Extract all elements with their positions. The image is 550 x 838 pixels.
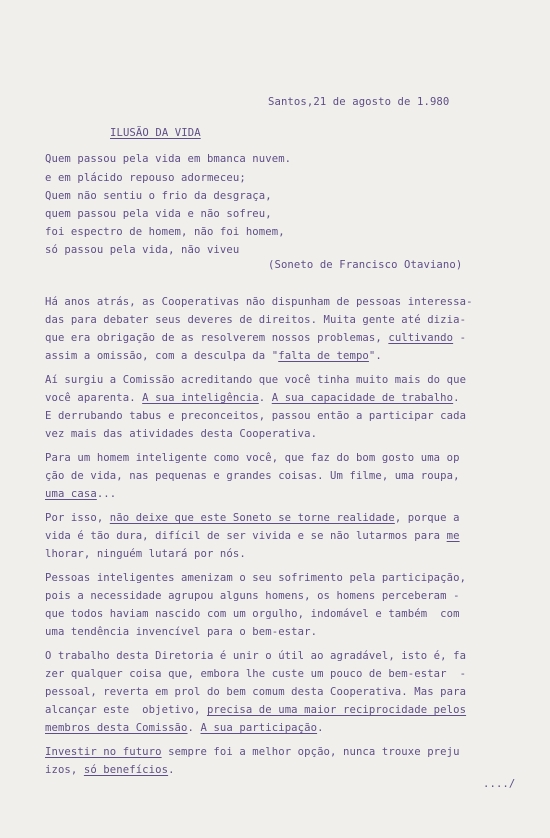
paragraph-line: pessoal, reverta em prol do bem comum desta Cooperativa. Mas para (45, 686, 467, 698)
place-date: Santos,21 de agosto de 1.980 (268, 96, 450, 108)
text: . (258, 392, 272, 404)
text: Por isso, (45, 512, 110, 524)
underlined-text: uma casa (45, 488, 97, 500)
paragraph-line (45, 391, 460, 405)
text: . (453, 392, 460, 404)
paragraph-line: zer qualquer coisa que, embora lhe custe um pouco de bem-estar - (45, 668, 467, 680)
text: izos, (45, 764, 84, 776)
text: . (317, 722, 324, 734)
text: ". (368, 350, 382, 362)
poem-line: só passou pela vida, não viveu (45, 244, 240, 256)
paragraph-line: que todos haviam nascido com um orgulho, indomável e também com (45, 608, 460, 620)
text: ... (96, 488, 117, 500)
underlined-text: falta de tempo (278, 350, 369, 362)
letter-title: ILUSÃO DA VIDA (110, 127, 201, 139)
poem-line: quem passou pela vida e não sofreu, (45, 208, 272, 220)
paragraph-line: ção de vida, nas pequenas e grandes coisas. Um filme, uma roupa, (45, 470, 460, 482)
poem-line: foi espectro de homem, não foi homem, (45, 226, 285, 238)
paragraph-line (45, 487, 116, 501)
paragraph-line (45, 721, 324, 735)
text: , porque a (394, 512, 460, 524)
underlined-text: A sua capacidade de trabalho (271, 392, 454, 404)
text: . (187, 722, 201, 734)
underlined-text: Investir no futuro (45, 746, 162, 758)
underlined-text: cultivando (388, 332, 454, 344)
underlined-text: me (446, 530, 460, 542)
text: . (168, 764, 175, 776)
paragraph-line: Há anos atrás, as Cooperativas não dispunham de pessoas interessa- (45, 296, 473, 308)
paragraph-line: lhorar, ninguém lutará por nós. (45, 548, 246, 560)
underlined-text: membros desta Comissão (45, 722, 188, 734)
paragraph-line: uma tendência invencível para o bem-estar. (45, 626, 318, 638)
poem-line: Quem passou pela vida em bmanca nuvem. (45, 153, 292, 165)
paragraph-line: Para um homem inteligente como você, que faz do bom gosto uma op (45, 452, 460, 464)
text: sempre foi a melhor opção, nunca trouxe preju (161, 746, 460, 758)
continuation-mark: ..../ (483, 778, 516, 790)
underlined-text: só benefícios (83, 764, 169, 776)
poem-line: Quem não sentiu o frio da desgraça, (45, 190, 272, 202)
text: alcançar este objetivo, (45, 704, 207, 716)
paragraph-line: O trabalho desta Diretoria é unir o útil ao agradável, isto é, fa (45, 650, 467, 662)
paragraph-line: das para debater seus deveres de direitos. Muita gente até dizia- (45, 314, 467, 326)
paragraph-line: Pessoas inteligentes amenizam o seu sofrimento pela participação, (45, 572, 467, 584)
underlined-text: precisa de uma maior reciprocidade pelos (206, 704, 467, 716)
paragraph-line: vez mais das atividades desta Cooperativa. (45, 428, 318, 440)
underlined-text: A sua inteligência (142, 392, 259, 404)
paragraph-line: E derrubando tabus e preconceitos, passou então a participar cada (45, 410, 467, 422)
poem-line: e em plácido repouso adormeceu; (45, 172, 246, 184)
underlined-text: não deixe que este Soneto se torne realidade (109, 512, 395, 524)
paragraph-line (45, 745, 460, 759)
paragraph-line (45, 703, 466, 717)
paragraph-line (45, 331, 466, 345)
paragraph-line: pois a necessidade agrupou alguns homens, os homens perceberam - (45, 590, 460, 602)
paragraph-line (45, 349, 382, 363)
paragraph-line (45, 763, 175, 777)
text: que era obrigação de as resolverem nossos problemas, (45, 332, 389, 344)
paragraph-line: Aí surgiu a Comissão acreditando que você tinha muito mais do que (45, 374, 467, 386)
poem-attribution: (Soneto de Francisco Otaviano) (268, 259, 463, 271)
text: assim a omissão, com a desculpa da " (45, 350, 279, 362)
text: você aparenta. (45, 392, 143, 404)
text: - (453, 332, 467, 344)
paragraph-line (45, 529, 460, 543)
text: vida é tão dura, difícil de ser vivida e se não lutarmos para (45, 530, 447, 542)
paragraph-line (45, 511, 460, 525)
underlined-text: A sua participação (200, 722, 318, 734)
